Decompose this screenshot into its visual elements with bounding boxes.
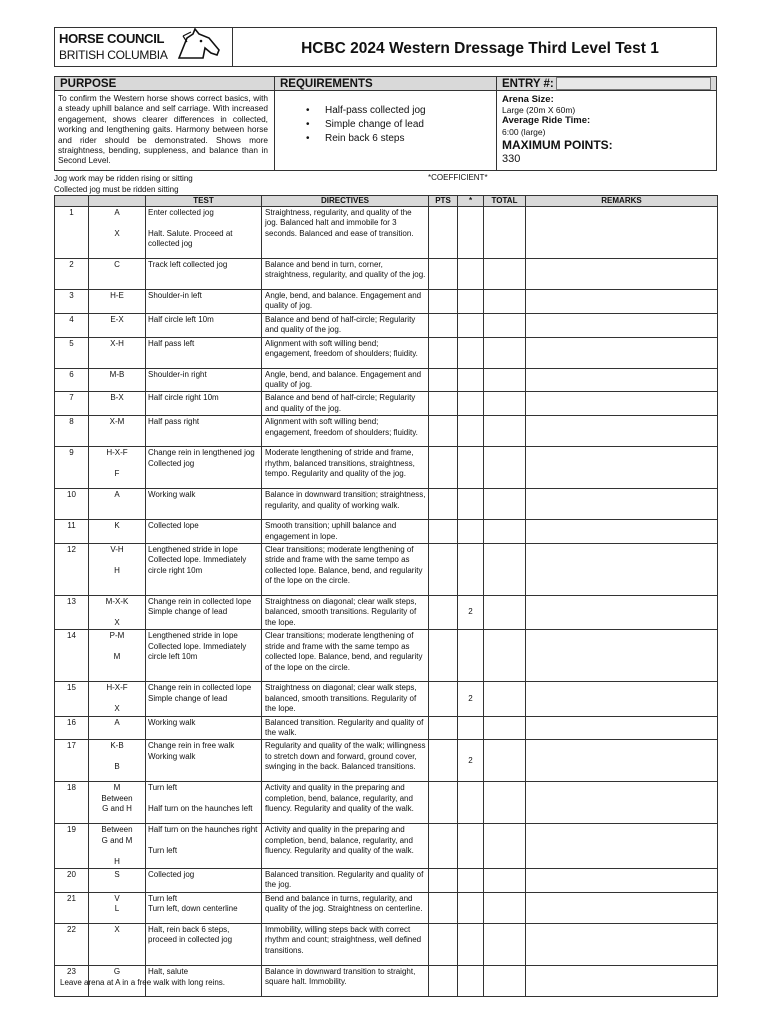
col-header-directives: DIRECTIVES: [262, 196, 429, 207]
total-cell[interactable]: [484, 682, 526, 716]
movement-test: Working walk: [146, 489, 262, 520]
entry-number-field[interactable]: [556, 77, 711, 90]
movement-number: 5: [55, 337, 89, 368]
logo: [55, 28, 233, 66]
table-row: [55, 868, 718, 892]
table-row: [55, 520, 718, 544]
horse-head-icon: [173, 28, 229, 66]
arena-size-value: Large (20m X 60m): [502, 105, 576, 115]
table-row: [55, 923, 718, 965]
movement-test: Track left collected jog: [146, 259, 262, 290]
logo-line1: HORSE COUNCIL: [59, 31, 165, 46]
total-cell[interactable]: [484, 447, 526, 489]
arena-size-label: Arena Size:: [502, 94, 554, 105]
total-cell[interactable]: [484, 716, 526, 740]
coefficient-cell: [458, 544, 484, 596]
remarks-cell[interactable]: [526, 782, 718, 824]
remarks-cell[interactable]: [526, 259, 718, 290]
remarks-cell[interactable]: [526, 965, 718, 996]
col-header-pts: PTS: [429, 196, 458, 207]
total-cell[interactable]: [484, 207, 526, 259]
movement-letters: H-E: [89, 290, 146, 314]
movement-test: Lengthened stride in lope Collected lope. Immediately circle left 10m: [146, 630, 262, 682]
movement-test: Change rein in free walk Working walk: [146, 740, 262, 782]
col-header-coef: *: [458, 196, 484, 207]
table-row: [55, 489, 718, 520]
page-title: HCBC 2024 Western Dressage Third Level Test 1: [301, 40, 659, 57]
coefficient-cell: [458, 868, 484, 892]
table-row: [55, 716, 718, 740]
coefficient-cell: [458, 716, 484, 740]
table-row: [55, 447, 718, 489]
coefficient-cell: [458, 313, 484, 337]
requirements-list: [300, 104, 426, 146]
col-header-num: [55, 196, 89, 207]
movement-letters: B-X: [89, 392, 146, 416]
coefficient-note: *COEFFICIENT*: [428, 173, 488, 182]
remarks-cell[interactable]: [526, 892, 718, 923]
remarks-cell[interactable]: [526, 596, 718, 630]
score-cell[interactable]: [429, 868, 458, 892]
score-cell[interactable]: [429, 313, 458, 337]
movement-number: 21: [55, 892, 89, 923]
movement-letters: C: [89, 259, 146, 290]
score-cell[interactable]: [429, 259, 458, 290]
total-cell[interactable]: [484, 313, 526, 337]
remarks-cell[interactable]: [526, 313, 718, 337]
movement-test: Halt, salute: [146, 965, 262, 996]
movement-test: Collected lope: [146, 520, 262, 544]
requirement-item: • Simple change of lead: [300, 118, 426, 132]
movement-letters: K: [89, 520, 146, 544]
score-cell[interactable]: [429, 682, 458, 716]
movement-number: 9: [55, 447, 89, 489]
movement-directives: Bend and balance in turns, regularity, and quality of the jog. Straightness on centerline.: [262, 892, 429, 923]
movement-letters: H-X-F X: [89, 682, 146, 716]
total-cell[interactable]: [484, 520, 526, 544]
movement-directives: Straightness on diagonal; clear walk steps, balanced, smooth transitions. Regularity of the lope.: [262, 596, 429, 630]
total-cell[interactable]: [484, 782, 526, 824]
coefficient-cell: [458, 368, 484, 392]
movement-directives: Straightness on diagonal; clear walk steps, balanced, smooth transitions. Regularity of the lope.: [262, 682, 429, 716]
total-cell[interactable]: [484, 259, 526, 290]
coefficient-cell: [458, 416, 484, 447]
movement-directives: Clear transitions; moderate lengthening of stride and frame with the same tempo as collected lope. Balance, bend, and regularity of the lope on the circle.: [262, 630, 429, 682]
movement-number: 2: [55, 259, 89, 290]
coefficient-cell: [458, 630, 484, 682]
movement-number: 12: [55, 544, 89, 596]
coefficient-cell: [458, 782, 484, 824]
ride-time-label: Average Ride Time:: [502, 115, 591, 126]
total-cell[interactable]: [484, 596, 526, 630]
movement-test: Turn left Turn left, down centerline: [146, 892, 262, 923]
test-table: [54, 195, 718, 997]
entry-heading: ENTRY #:: [496, 76, 717, 91]
table-row: [55, 207, 718, 259]
remarks-cell[interactable]: [526, 416, 718, 447]
remarks-cell[interactable]: [526, 368, 718, 392]
movement-letters: V L: [89, 892, 146, 923]
movement-test: Half pass right: [146, 416, 262, 447]
movement-test: Half pass left: [146, 337, 262, 368]
total-cell[interactable]: [484, 368, 526, 392]
table-header-row: [55, 196, 718, 207]
table-row: [55, 259, 718, 290]
total-cell[interactable]: [484, 892, 526, 923]
movement-directives: Balance and bend of half-circle; Regularity and quality of the jog.: [262, 392, 429, 416]
remarks-cell[interactable]: [526, 923, 718, 965]
movement-directives: Alignment with soft willing bend; engagement, freedom of shoulders; fluidity.: [262, 337, 429, 368]
remarks-cell[interactable]: [526, 630, 718, 682]
movement-directives: Activity and quality in the preparing and completion, bend, balance, regularity, and fluency. Regularity and quality of the walk.: [262, 824, 429, 869]
divider: [274, 90, 275, 171]
table-row: [55, 290, 718, 314]
movement-number: 7: [55, 392, 89, 416]
movement-letters: X-M: [89, 416, 146, 447]
movement-test: Halt, rein back 6 steps, proceed in collected jog: [146, 923, 262, 965]
movement-number: 8: [55, 416, 89, 447]
total-cell[interactable]: [484, 392, 526, 416]
max-points-label: MAXIMUM POINTS:: [502, 138, 613, 152]
movement-number: 11: [55, 520, 89, 544]
movement-test: Shoulder-in left: [146, 290, 262, 314]
movement-test: Change rein in collected lope Simple change of lead: [146, 596, 262, 630]
coefficient-cell: [458, 207, 484, 259]
movement-letters: M-B: [89, 368, 146, 392]
score-cell[interactable]: [429, 544, 458, 596]
coefficient-cell: [458, 447, 484, 489]
score-cell[interactable]: [429, 892, 458, 923]
table-row: [55, 782, 718, 824]
col-header-remarks: REMARKS: [526, 196, 718, 207]
movement-number: 23: [55, 965, 89, 996]
remarks-cell[interactable]: [526, 544, 718, 596]
table-row: [55, 682, 718, 716]
movement-number: 6: [55, 368, 89, 392]
movement-directives: Moderate lengthening of stride and frame, rhythm, balanced transitions, straightness, tempo. Regularity and quality of the jog.: [262, 447, 429, 489]
movement-letters: P-M M: [89, 630, 146, 682]
score-cell[interactable]: [429, 368, 458, 392]
score-cell[interactable]: [429, 290, 458, 314]
score-cell[interactable]: [429, 782, 458, 824]
movement-number: 15: [55, 682, 89, 716]
coefficient-cell: [458, 259, 484, 290]
remarks-cell[interactable]: [526, 489, 718, 520]
score-cell[interactable]: [429, 824, 458, 869]
remarks-cell[interactable]: [526, 337, 718, 368]
coefficient-cell: 2: [458, 740, 484, 782]
score-cell[interactable]: [429, 923, 458, 965]
table-row: [55, 892, 718, 923]
logo-line2: BRITISH COLUMBIA: [59, 48, 168, 62]
remarks-cell[interactable]: [526, 868, 718, 892]
movement-directives: Alignment with soft willing bend; engagement, freedom of shoulders; fluidity.: [262, 416, 429, 447]
movement-directives: Clear transitions; moderate lengthening of stride and frame with the same tempo as collected lope. Balance, bend, and regularity of the lope on the circle.: [262, 544, 429, 596]
score-cell[interactable]: [429, 965, 458, 996]
movement-directives: Balance and bend in turn, corner, straightness, regularity, and quality of the jog.: [262, 259, 429, 290]
score-cell[interactable]: [429, 630, 458, 682]
movement-letters: M-X-K X: [89, 596, 146, 630]
purpose-text: To confirm the Western horse shows correct basics, with a steady uphill balance and self carriage. With increased engagement, shows clearer differences in collected, working and lengthening gaits. Harmony between horse and rider should be demonstrated. Shows more straightness, bending, suppleness, and balance than in Second Level.: [58, 93, 268, 166]
table-row: [55, 368, 718, 392]
purpose-heading: PURPOSE: [54, 76, 275, 91]
movement-letters: H-X-F F: [89, 447, 146, 489]
col-header-total: TOTAL: [484, 196, 526, 207]
remarks-cell[interactable]: [526, 740, 718, 782]
table-row: [55, 596, 718, 630]
movement-directives: Angle, bend, and balance. Engagement and quality of jog.: [262, 290, 429, 314]
coefficient-cell: [458, 520, 484, 544]
remarks-cell[interactable]: [526, 682, 718, 716]
max-points-value: 330: [502, 153, 521, 165]
score-cell[interactable]: [429, 520, 458, 544]
coefficient-cell: [458, 824, 484, 869]
total-cell[interactable]: [484, 740, 526, 782]
movement-letters: K-B B: [89, 740, 146, 782]
movement-letters: G: [89, 965, 146, 996]
movement-directives: Balanced transition. Regularity and quality of the walk.: [262, 716, 429, 740]
movement-letters: A: [89, 716, 146, 740]
score-cell[interactable]: [429, 392, 458, 416]
table-row: [55, 416, 718, 447]
table-row: [55, 630, 718, 682]
movement-directives: Regularity and quality of the walk; willingness to stretch down and forward, ground cover, swinging in the back. Balanced transitions.: [262, 740, 429, 782]
movement-test: Shoulder-in right: [146, 368, 262, 392]
movement-directives: Balance in downward transition; straightness, regularity, and quality of working walk.: [262, 489, 429, 520]
movement-test: Working walk: [146, 716, 262, 740]
total-cell[interactable]: [484, 416, 526, 447]
requirement-item: • Rein back 6 steps: [300, 132, 426, 146]
score-cell[interactable]: [429, 207, 458, 259]
total-cell[interactable]: [484, 824, 526, 869]
movement-letters: A X: [89, 207, 146, 259]
remarks-cell[interactable]: [526, 520, 718, 544]
coefficient-cell: 2: [458, 682, 484, 716]
coefficient-cell: [458, 923, 484, 965]
coefficient-cell: [458, 290, 484, 314]
total-cell[interactable]: [484, 489, 526, 520]
movement-directives: Straightness, regularity, and quality of the jog. Balanced halt and immobile for 3 seconds. Balanced and ease of transition.: [262, 207, 429, 259]
footer-note: Leave arena at A in a free walk with long reins.: [60, 978, 225, 987]
coefficient-cell: [458, 489, 484, 520]
col-header-test: TEST: [146, 196, 262, 207]
movement-letters: A: [89, 489, 146, 520]
score-cell[interactable]: [429, 716, 458, 740]
movement-number: 3: [55, 290, 89, 314]
movement-directives: Angle, bend, and balance. Engagement and quality of jog.: [262, 368, 429, 392]
total-cell[interactable]: [484, 544, 526, 596]
movement-number: 4: [55, 313, 89, 337]
movement-directives: Smooth transition; uphill balance and engagement in lope.: [262, 520, 429, 544]
total-cell[interactable]: [484, 630, 526, 682]
movement-number: 22: [55, 923, 89, 965]
coefficient-cell: [458, 337, 484, 368]
movement-number: 1: [55, 207, 89, 259]
coefficient-cell: [458, 965, 484, 996]
requirements-heading: REQUIREMENTS: [274, 76, 497, 91]
table-row: [55, 740, 718, 782]
ride-time-value: 6:00 (large): [502, 127, 546, 137]
movement-test: Lengthened stride in lope Collected lope. Immediately circle right 10m: [146, 544, 262, 596]
movement-directives: Balanced transition. Regularity and quality of the jog.: [262, 868, 429, 892]
movement-test: Collected jog: [146, 868, 262, 892]
movement-directives: Activity and quality in the preparing and completion, bend, balance, regularity, and fluency. Regularity and quality of the walk.: [262, 782, 429, 824]
movement-number: 18: [55, 782, 89, 824]
movement-test: Half circle left 10m: [146, 313, 262, 337]
movement-letters: X: [89, 923, 146, 965]
movement-directives: Balance and bend of half-circle; Regularity and quality of the jog.: [262, 313, 429, 337]
score-cell[interactable]: [429, 337, 458, 368]
table-row: [55, 313, 718, 337]
note-line: Jog work may be ridden rising or sitting: [54, 174, 193, 183]
movement-number: 16: [55, 716, 89, 740]
score-cell[interactable]: [429, 447, 458, 489]
table-row: [55, 337, 718, 368]
total-cell[interactable]: [484, 337, 526, 368]
remarks-cell[interactable]: [526, 824, 718, 869]
score-cell[interactable]: [429, 416, 458, 447]
remarks-cell[interactable]: [526, 447, 718, 489]
movement-number: 20: [55, 868, 89, 892]
movement-test: Half circle right 10m: [146, 392, 262, 416]
coefficient-cell: [458, 392, 484, 416]
movement-letters: E-X: [89, 313, 146, 337]
divider: [496, 90, 497, 171]
coefficient-cell: [458, 892, 484, 923]
movement-test: Change rein in lengthened jog Collected jog: [146, 447, 262, 489]
movement-directives: Immobility, willing steps back with correct rhythm and count; straightness, well defined transitions.: [262, 923, 429, 965]
total-cell[interactable]: [484, 290, 526, 314]
table-row: [55, 544, 718, 596]
movement-number: 17: [55, 740, 89, 782]
remarks-cell[interactable]: [526, 207, 718, 259]
remarks-cell[interactable]: [526, 716, 718, 740]
total-cell[interactable]: [484, 868, 526, 892]
movement-letters: M Between G and H: [89, 782, 146, 824]
score-cell[interactable]: [429, 596, 458, 630]
riding-notes: [54, 173, 193, 195]
coefficient-cell: 2: [458, 596, 484, 630]
movement-test: Half turn on the haunches right Turn left: [146, 824, 262, 869]
movement-number: 14: [55, 630, 89, 682]
movement-letters: Between G and M H: [89, 824, 146, 869]
movement-test: Enter collected jog Halt. Salute. Proceed at collected jog: [146, 207, 262, 259]
movement-number: 13: [55, 596, 89, 630]
score-cell[interactable]: [429, 489, 458, 520]
movement-test: Change rein in collected lope Simple change of lead: [146, 682, 262, 716]
total-cell[interactable]: [484, 923, 526, 965]
movement-directives: Balance in downward transition to straight, square halt. Immobility.: [262, 965, 429, 996]
movement-test: Turn left Half turn on the haunches left: [146, 782, 262, 824]
total-cell[interactable]: [484, 965, 526, 996]
table-row: [55, 824, 718, 869]
movement-number: 10: [55, 489, 89, 520]
requirement-item: • Half-pass collected jog: [300, 104, 426, 118]
remarks-cell[interactable]: [526, 290, 718, 314]
remarks-cell[interactable]: [526, 392, 718, 416]
movement-letters: V-H H: [89, 544, 146, 596]
table-row: [55, 392, 718, 416]
col-header-letters: [89, 196, 146, 207]
movement-letters: S: [89, 868, 146, 892]
note-line: Collected jog must be ridden sitting: [54, 185, 179, 194]
movement-letters: X-H: [89, 337, 146, 368]
movement-number: 19: [55, 824, 89, 869]
score-cell[interactable]: [429, 740, 458, 782]
